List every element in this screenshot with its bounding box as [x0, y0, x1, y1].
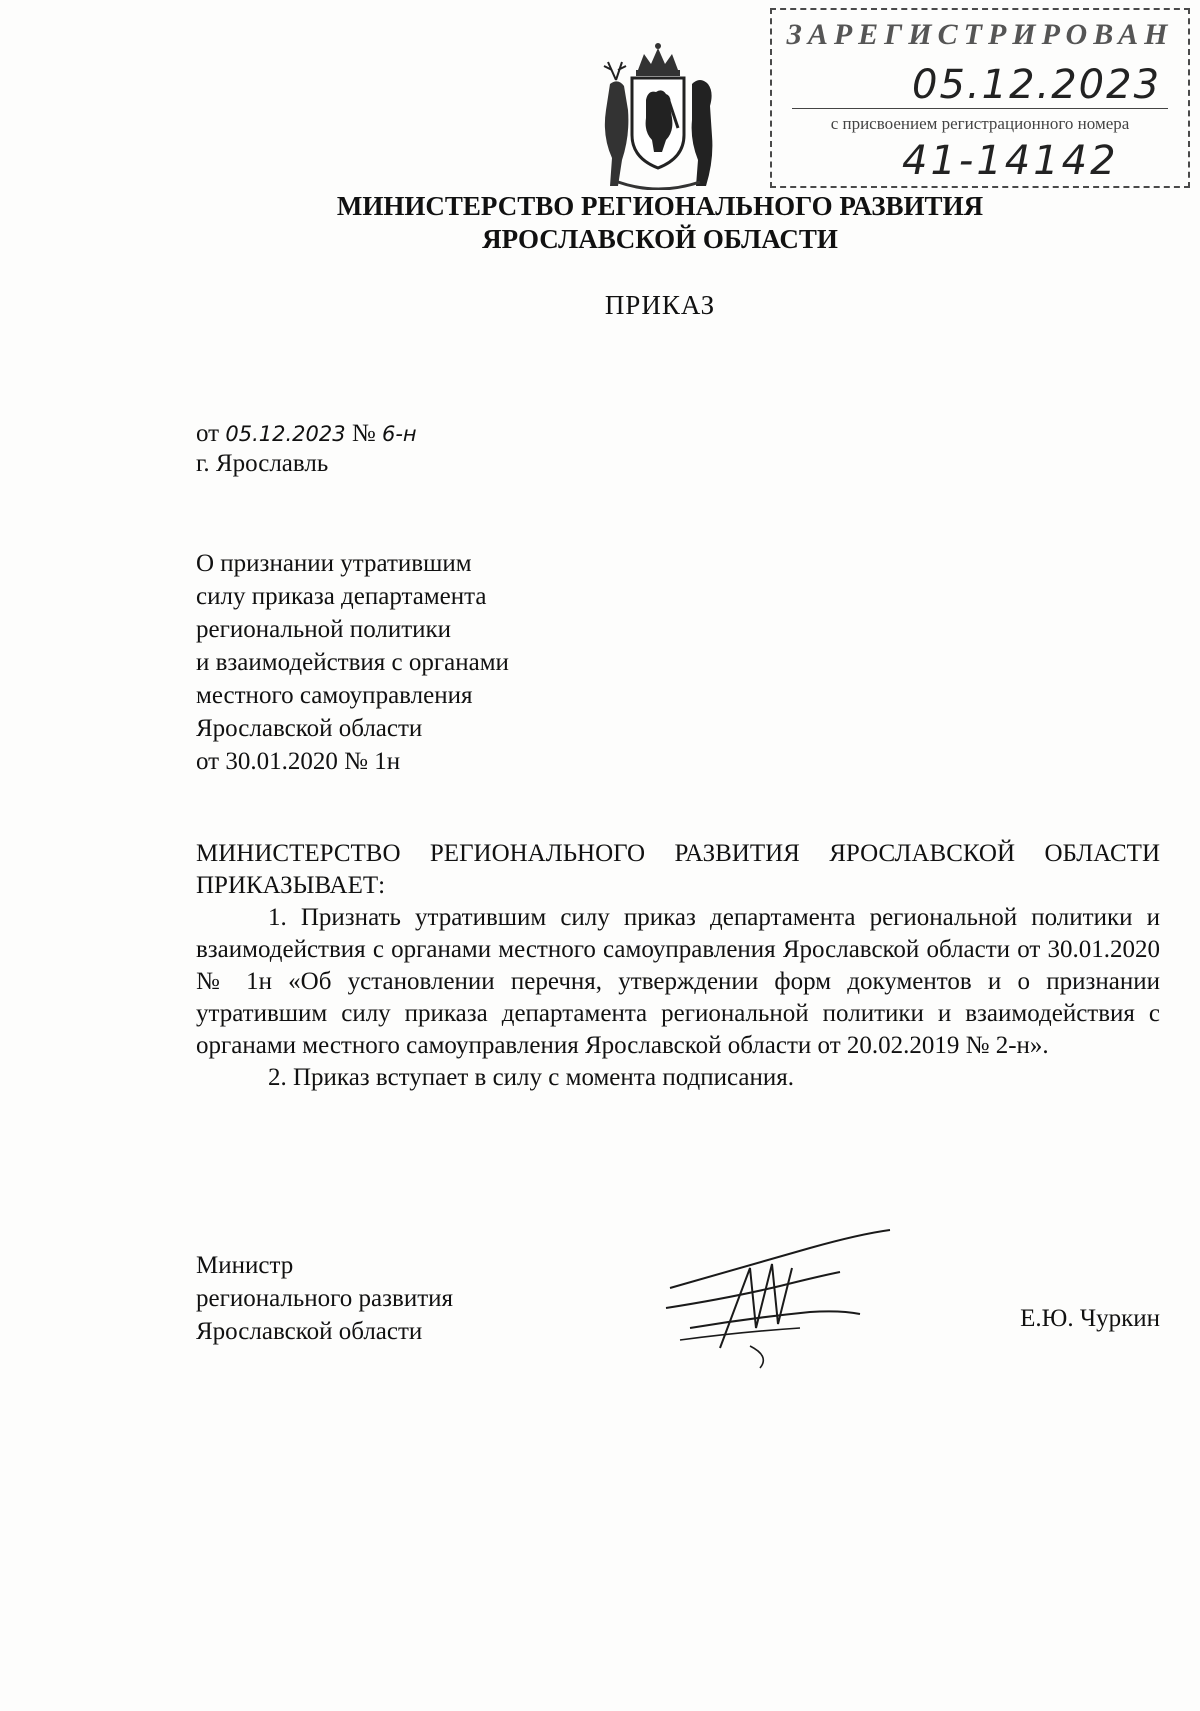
subject-line: и взаимодействия с органами	[196, 649, 509, 676]
order-body	[196, 838, 1160, 1094]
signatory-name: Е.Ю. Чуркин	[1020, 1305, 1160, 1332]
stamp-registration-number: 41-14142	[902, 138, 1119, 184]
stamp-divider	[792, 108, 1168, 109]
order-number: 6-н	[381, 422, 417, 446]
position-line: Министр	[196, 1252, 294, 1279]
ministry-header	[0, 190, 1200, 256]
signature-icon	[660, 1228, 900, 1378]
ministry-name-line2: ЯРОСЛАВСКОЙ ОБЛАСТИ	[482, 224, 838, 254]
order-item-1: 1. Признать утратившим силу приказ департамента региональной политики и взаимодействия с органами местного самоуправления Ярославской области от 30.01.2020 № 1н «Об установлении перечня, утверждении форм документов и о признании утратившим силу приказа департамента региональной политики и взаимодействия с органами местного самоуправления Ярославской области от 20.02.2019 № 2-н».	[196, 904, 1160, 1059]
order-item-2: 2. Приказ вступает в силу с момента подписания.	[268, 1064, 794, 1091]
order-subject	[196, 547, 576, 778]
number-prefix: №	[351, 420, 376, 447]
subject-line: региональной политики	[196, 616, 452, 643]
order-preamble: МИНИСТЕРСТВО РЕГИОНАЛЬНОГО РАЗВИТИЯ ЯРОСЛАВСКОЙ ОБЛАСТИ ПРИКАЗЫВАЕТ:	[196, 840, 1160, 899]
subject-line: от 30.01.2020 № 1н	[196, 748, 401, 775]
stamp-title: ЗАРЕГИСТРИРОВАН	[786, 18, 1174, 51]
stamp-date: 05.12.2023	[912, 62, 1162, 108]
stamp-caption: с присвоением регистрационного номера	[830, 114, 1130, 133]
registration-stamp	[770, 8, 1190, 188]
position-line: Ярославской области	[196, 1318, 423, 1345]
city: г. Ярославль	[196, 450, 329, 477]
order-date: 05.12.2023	[225, 422, 346, 446]
subject-line: Ярославской области	[196, 715, 423, 742]
order-title: ПРИКАЗ	[604, 290, 716, 320]
ministry-name-line1: МИНИСТЕРСТВО РЕГИОНАЛЬНОГО РАЗВИТИЯ	[336, 191, 984, 221]
signatory-position	[196, 1249, 453, 1348]
subject-line: О признании утратившим	[196, 550, 472, 577]
subject-line: силу приказа департамента	[196, 583, 487, 610]
position-line: регионального развития	[196, 1285, 454, 1312]
subject-line: местного самоуправления	[196, 682, 473, 709]
coat-of-arms-icon	[588, 40, 728, 190]
date-prefix: от	[196, 420, 220, 447]
order-date-line	[196, 420, 417, 448]
